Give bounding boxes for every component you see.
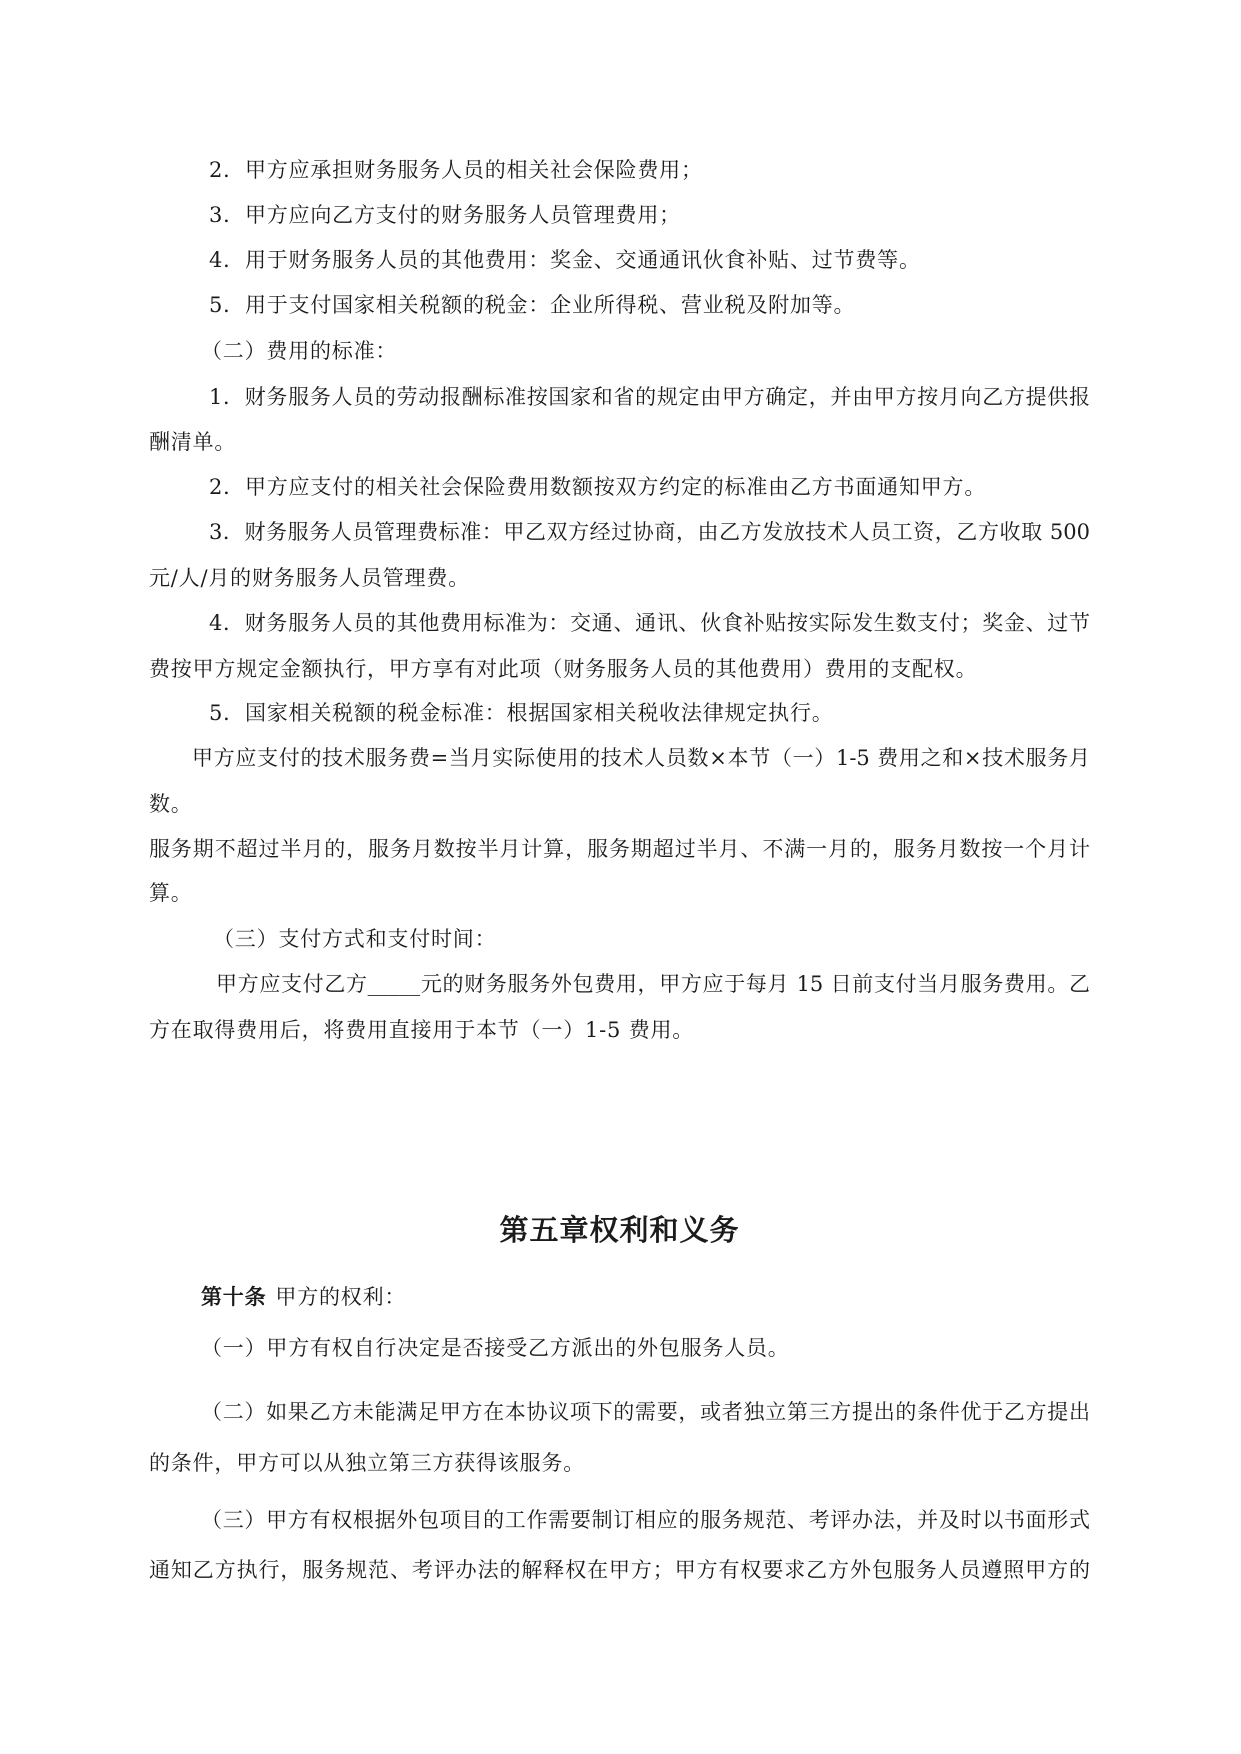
article-heading (201, 1283, 406, 1311)
standard-item-line: 2．甲方应支付的相关社会保险费用数额按双方约定的标准由乙方书面通知甲方。 (209, 475, 987, 499)
standard-item-line: 费按甲方规定金额执行，甲方享有对此项（财务服务人员的其他费用）费用的支配权。 (149, 657, 978, 681)
standard-item-line: 5．国家相关税额的税金标准：根据国家相关税收法律规定执行。 (209, 701, 834, 725)
article-item-line: 通知乙方执行，服务规范、考评办法的解释权在甲方；甲方有权要求乙方外包服务人员遵照甲方的 (149, 1558, 1090, 1582)
payment-line: 甲方应支付乙方_____元的财务服务外包费用，甲方应于每月 15 日前支付当月服务费用。乙 (216, 972, 1090, 996)
cost-item-line: 3．甲方应向乙方支付的财务服务人员管理费用； (209, 203, 681, 227)
article-label: 第十条 (201, 1284, 267, 1309)
standard-item-line: 1．财务服务人员的劳动报酬标准按国家和省的规定由甲方确定，并由甲方按月向乙方提供报 (209, 385, 1090, 409)
cost-item-line: 2．甲方应承担财务服务人员的相关社会保险费用； (209, 158, 703, 182)
standard-item-line: 元/人/月的财务服务人员管理费。 (149, 566, 470, 590)
article-item-line: （一）甲方有权自行决定是否接受乙方派出的外包服务人员。 (201, 1336, 790, 1360)
payment-line: 方在取得费用后，将费用直接用于本节（一）1-5 费用。 (149, 1018, 695, 1042)
fee-formula-line: 数。 (149, 792, 193, 816)
article-title: 甲方的权利： (275, 1285, 407, 1309)
standard-item-line: 酬清单。 (149, 430, 237, 454)
article-item-line: 的条件，甲方可以从独立第三方获得该服务。 (149, 1451, 585, 1475)
standards-heading: （二）费用的标准： (201, 339, 398, 363)
chapter-title: 第五章权利和义务 (499, 1213, 740, 1247)
fee-formula-line: 甲方应支付的技术服务费=当月实际使用的技术人员数×本节（一）1-5 费用之和×技术服务月 (192, 746, 1090, 770)
standard-item-line: 4．财务服务人员的其他费用标准为：交通、通讯、伙食补贴按实际发生数支付；奖金、过节 (209, 611, 1090, 635)
article-item-line: （三）甲方有权根据外包项目的工作需要制订相应的服务规范、考评办法，并及时以书面形式 (201, 1508, 1090, 1532)
service-period-rule-line: 算。 (149, 881, 193, 905)
service-period-rule-line: 服务期不超过半月的，服务月数按半月计算，服务期超过半月、不满一月的，服务月数按一个月计 (149, 837, 1090, 861)
cost-item-line: 5．用于支付国家相关税额的税金：企业所得税、营业税及附加等。 (209, 293, 856, 317)
payment-heading: （三）支付方式和支付时间： (213, 927, 497, 951)
cost-item-line: 4．用于财务服务人员的其他费用：奖金、交通通讯伙食补贴、过节费等。 (209, 248, 921, 272)
standard-item-line: 3．财务服务人员管理费标准：甲乙双方经过协商，由乙方发放技术人员工资，乙方收取 500 (209, 520, 1090, 544)
article-item-line: （二）如果乙方未能满足甲方在本协议项下的需要，或者独立第三方提出的条件优于乙方提出 (201, 1400, 1090, 1424)
